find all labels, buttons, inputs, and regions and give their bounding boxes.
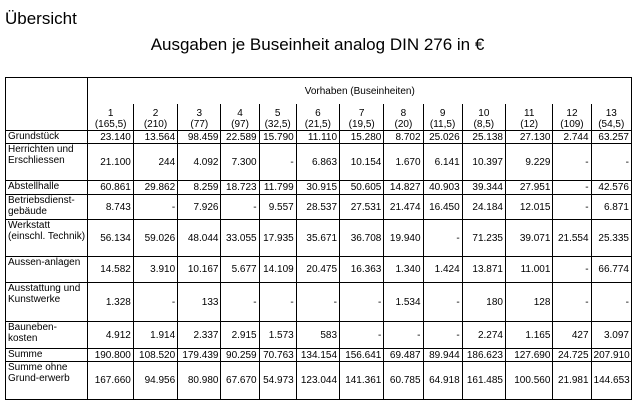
table-cell: 21.100 — [88, 144, 133, 181]
table-cell: - — [340, 322, 384, 349]
table-cell: 190.800 — [88, 349, 133, 362]
table-cell: - — [221, 283, 259, 322]
table-cell: 21.981 — [553, 362, 591, 400]
table-cell: 14.827 — [384, 181, 423, 195]
row-label: Summe ohne Grund-erwerb — [6, 362, 88, 400]
table-cell: - — [591, 144, 631, 181]
column-number: 12 — [566, 108, 578, 119]
row-label: Abstellhalle — [6, 181, 88, 195]
row-label: Betriebsdienst-gebäude — [6, 195, 88, 220]
table-cell: - — [553, 283, 591, 322]
table-cell: 244 — [133, 144, 177, 181]
table-cell: 69.487 — [384, 349, 423, 362]
table-cell: 25.335 — [591, 220, 631, 257]
column-number: 10 — [478, 108, 490, 119]
table-cell: 156.641 — [340, 349, 384, 362]
row-label: Werkstatt (einschl. Technik) — [6, 220, 88, 257]
table-row — [6, 131, 632, 144]
table-cell: 27.130 — [505, 131, 552, 144]
table-cell: 30.915 — [296, 181, 339, 195]
table-cell: 144.653 — [591, 362, 631, 400]
table-cell: 15.280 — [340, 131, 384, 144]
table-cell: 108.520 — [133, 349, 177, 362]
table-cell: 10.154 — [340, 144, 384, 181]
table-cell: 54.973 — [259, 362, 296, 400]
table-cell: 29.862 — [133, 181, 177, 195]
table-cell: 207.910 — [591, 349, 631, 362]
table-cell: 64.918 — [423, 362, 462, 400]
table-cell: - — [259, 144, 296, 181]
column-number: 9 — [439, 108, 446, 119]
table-cell: - — [423, 283, 462, 322]
table-cell: 22.589 — [221, 131, 259, 144]
table-title: Ausgaben je Buseinheit analog DIN 276 in € — [150, 35, 485, 54]
table-cell: 6.141 — [423, 144, 462, 181]
column-units: (77) — [190, 119, 209, 130]
table-cell: 11.001 — [505, 257, 552, 283]
column-header — [553, 104, 591, 131]
table-cell: - — [553, 257, 591, 283]
table-cell: 14.109 — [259, 257, 296, 283]
table-cell: 9.229 — [505, 144, 552, 181]
table-cell: - — [553, 144, 591, 181]
row-label: Grundstück — [6, 131, 88, 144]
corner-cell-lower — [6, 104, 88, 131]
table-cell: 21.554 — [553, 220, 591, 257]
table-cell: 179.439 — [178, 349, 221, 362]
table-cell: 134.154 — [296, 349, 339, 362]
table-cell: 39.344 — [462, 181, 505, 195]
table-cell: 67.670 — [221, 362, 259, 400]
corner-cell — [6, 78, 88, 105]
table-cell: 25.138 — [462, 131, 505, 144]
column-header — [133, 104, 177, 131]
table-cell: 2.744 — [553, 131, 591, 144]
table-cell: 6.871 — [591, 195, 631, 220]
column-header — [384, 104, 423, 131]
table-cell: - — [133, 283, 177, 322]
table-cell: 98.459 — [178, 131, 221, 144]
column-header — [591, 104, 631, 131]
page-heading: Übersicht — [5, 9, 77, 28]
table-cell: 70.763 — [259, 349, 296, 362]
table-cell: 21.474 — [384, 195, 423, 220]
row-label: Bauneben-kosten — [6, 322, 88, 349]
row-label: Ausstattung und Kunstwerke — [6, 283, 88, 322]
column-header — [221, 104, 259, 131]
table-cell: 7.300 — [221, 144, 259, 181]
table-cell: 141.361 — [340, 362, 384, 400]
column-units: (12) — [520, 119, 539, 130]
table-cell: - — [221, 195, 259, 220]
table-cell: 180 — [462, 283, 505, 322]
table-cell: 50.605 — [340, 181, 384, 195]
table-cell: 13.871 — [462, 257, 505, 283]
column-number: 7 — [358, 108, 365, 119]
column-number: 8 — [400, 108, 407, 119]
table-cell: 133 — [178, 283, 221, 322]
row-label: Summe — [6, 349, 88, 362]
table-cell: 66.774 — [591, 257, 631, 283]
table-cell: 583 — [296, 322, 339, 349]
table-cell: - — [423, 220, 462, 257]
table-cell: 28.537 — [296, 195, 339, 220]
column-header — [423, 104, 462, 131]
table-row — [6, 349, 632, 362]
column-units: (32,5) — [264, 119, 291, 130]
table-cell: 36.708 — [340, 220, 384, 257]
column-header — [296, 104, 339, 131]
column-number: 11 — [524, 108, 535, 119]
table-cell: 6.863 — [296, 144, 339, 181]
table-cell: 3.097 — [591, 322, 631, 349]
table-cell: 94.956 — [133, 362, 177, 400]
column-units: (97) — [231, 119, 249, 130]
table-cell: - — [340, 283, 384, 322]
table-cell: 7.926 — [178, 195, 221, 220]
table-cell: 11.110 — [296, 131, 339, 144]
table-cell: 24.184 — [462, 195, 505, 220]
table-cell: 1.424 — [423, 257, 462, 283]
column-number: 1 — [107, 108, 114, 119]
table-row — [6, 181, 632, 195]
column-header — [178, 104, 221, 131]
table-cell: 127.690 — [505, 349, 552, 362]
table-cell: - — [133, 195, 177, 220]
table-cell: 15.790 — [259, 131, 296, 144]
column-units: (11,5) — [429, 119, 456, 130]
table-cell: 71.235 — [462, 220, 505, 257]
table-cell: - — [296, 283, 339, 322]
row-label: Aussen-anlagen — [6, 257, 88, 283]
table-cell: 59.026 — [133, 220, 177, 257]
table-cell: 123.044 — [296, 362, 339, 400]
table-cell: 13.564 — [133, 131, 177, 144]
table-cell: - — [553, 181, 591, 195]
column-header — [340, 104, 384, 131]
table-cell: 4.912 — [88, 322, 133, 349]
group-header: Vorhaben (Buseinheiten) — [88, 78, 632, 105]
table-cell: 14.582 — [88, 257, 133, 283]
table-cell: 427 — [553, 322, 591, 349]
group-header-row — [6, 78, 632, 105]
table-cell: 2.337 — [178, 322, 221, 349]
table-cell: 60.785 — [384, 362, 423, 400]
table-cell: 186.623 — [462, 349, 505, 362]
table-cell: 1.914 — [133, 322, 177, 349]
table-cell: - — [259, 283, 296, 322]
table-cell: 1.534 — [384, 283, 423, 322]
table-cell: 1.165 — [505, 322, 552, 349]
table-cell: 40.903 — [423, 181, 462, 195]
column-units: (20) — [394, 119, 413, 130]
column-units: (109) — [560, 119, 584, 130]
table-cell: 17.935 — [259, 220, 296, 257]
table-cell: 16.450 — [423, 195, 462, 220]
table-cell: 1.340 — [384, 257, 423, 283]
table-cell: 100.560 — [505, 362, 552, 400]
table-row — [6, 283, 632, 322]
table-cell: 18.723 — [221, 181, 259, 195]
table-cell: 2.915 — [221, 322, 259, 349]
table-cell: 8.743 — [88, 195, 133, 220]
table-cell: 3.910 — [133, 257, 177, 283]
table-cell: 35.671 — [296, 220, 339, 257]
table-cell: 167.660 — [88, 362, 133, 400]
table-cell: 63.257 — [591, 131, 631, 144]
table-cell: 1.328 — [88, 283, 133, 322]
table-cell: 90.259 — [221, 349, 259, 362]
table-cell: 16.363 — [340, 257, 384, 283]
column-units: (165,5) — [94, 119, 127, 130]
table-row — [6, 257, 632, 283]
table-cell: 56.134 — [88, 220, 133, 257]
table-cell: - — [553, 195, 591, 220]
table-cell: 89.944 — [423, 349, 462, 362]
column-units: (54,5) — [598, 119, 625, 130]
table-cell: 27.951 — [505, 181, 552, 195]
table-cell: 11.799 — [259, 181, 296, 195]
column-units: (210) — [143, 119, 168, 130]
table-cell: 5.677 — [221, 257, 259, 283]
column-number: 13 — [605, 108, 617, 119]
column-header — [505, 104, 552, 131]
table-cell: 1.670 — [384, 144, 423, 181]
table-cell: 161.485 — [462, 362, 505, 400]
table-cell: 60.861 — [88, 181, 133, 195]
cost-table — [5, 77, 632, 400]
table-cell: 33.055 — [221, 220, 259, 257]
column-number: 5 — [274, 108, 281, 119]
table-cell: 20.475 — [296, 257, 339, 283]
row-label: Herrichten und Erschliessen — [6, 144, 88, 181]
table-cell: 48.044 — [178, 220, 221, 257]
column-number: 4 — [237, 108, 243, 119]
table-cell: - — [384, 322, 423, 349]
table-cell: 8.259 — [178, 181, 221, 195]
table-cell: 23.140 — [88, 131, 133, 144]
column-number: 2 — [152, 108, 159, 119]
column-number: 3 — [196, 108, 203, 119]
table-row — [6, 322, 632, 349]
table-cell: 2.274 — [462, 322, 505, 349]
column-header — [259, 104, 296, 131]
table-cell: 39.071 — [505, 220, 552, 257]
column-header-row — [6, 104, 632, 131]
column-units: (8,5) — [473, 119, 495, 130]
column-units: (21,5) — [304, 119, 331, 130]
table-cell: 80.980 — [178, 362, 221, 400]
table-row — [6, 220, 632, 257]
column-number: 6 — [315, 108, 321, 119]
table-cell: 1.573 — [259, 322, 296, 349]
table-cell: 27.531 — [340, 195, 384, 220]
table-cell: 12.015 — [505, 195, 552, 220]
column-header — [88, 104, 133, 131]
table-cell: 42.576 — [591, 181, 631, 195]
table-cell: 24.725 — [553, 349, 591, 362]
table-cell: 4.092 — [178, 144, 221, 181]
table-row — [6, 144, 632, 181]
table-cell: 10.397 — [462, 144, 505, 181]
table-row — [6, 362, 632, 400]
table-row — [6, 195, 632, 220]
table-cell: - — [591, 283, 631, 322]
table-cell: 25.026 — [423, 131, 462, 144]
table-cell: 9.557 — [259, 195, 296, 220]
column-header — [462, 104, 505, 131]
column-units: (19,5) — [348, 119, 375, 130]
table-cell: 128 — [505, 283, 552, 322]
table-cell: 10.167 — [178, 257, 221, 283]
table-cell: 19.940 — [384, 220, 423, 257]
table-cell: - — [423, 322, 462, 349]
table-cell: 8.702 — [384, 131, 423, 144]
